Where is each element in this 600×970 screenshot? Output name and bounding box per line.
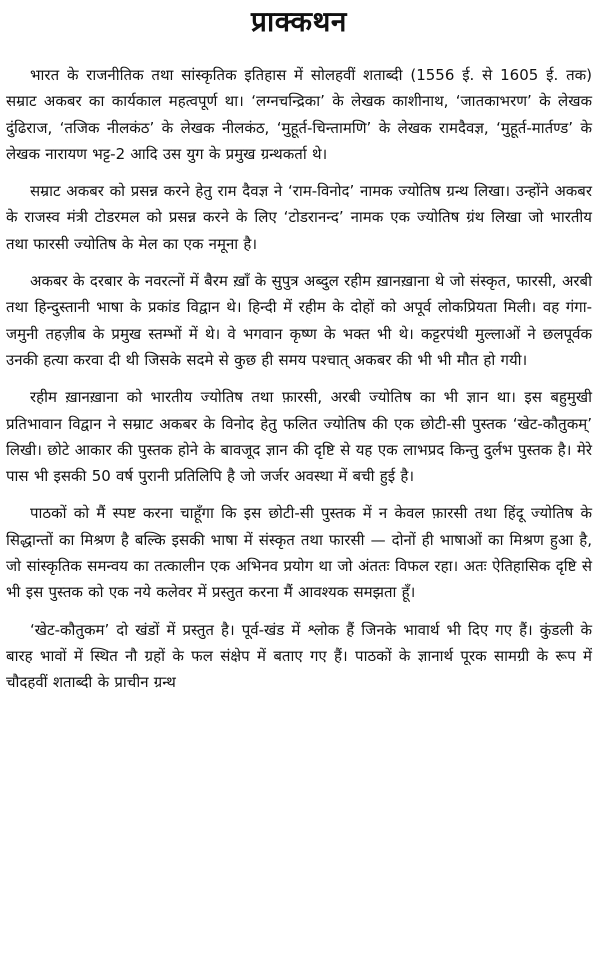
paragraph-2: सम्राट अकबर को प्रसन्न करने हेतु राम दैवज्ञ ने ‘राम-विनोद’ नामक ज्योतिष ग्रन्थ लिखा। उन्होंने अकबर के राजस्व मंत्री टोडरमल को प्रसन्न करने के लिए ‘टोडरानन्द’ नामक एक ज्योतिष ग्रंथ लिखा जो भारतीय तथा फारसी ज्योतिष के मेल का एक नमूना है। [6,182,592,253]
page-title: प्राक्कथन [251,5,347,38]
paragraph-5: पाठकों को मैं स्पष्ट करना चाहूँगा कि इस छोटी-सी पुस्तक में न केवल फ़ारसी तथा हिंदू ज्योतिष के सिद्धान्तों का मिश्रण है बल्कि इसकी भाषा में संस्कृत तथा फारसी — दोनों ही भाषाओं का मिश्रण हुआ है, जो सांस्कृतिक समन्वय का तत्कालीन एक अभिनव प्रयोग था जो अंततः विफल रहा। अतः ऐतिहासिक दृष्टि से भी इस पुस्तक को एक नये कलेवर में प्रस्तुत करना मैं आवश्यक समझता हूँ। [6,504,592,602]
paragraph-4: रहीम ख़ानख़ाना को भारतीय ज्योतिष तथा फ़ारसी, अरबी ज्योतिष का भी ज्ञान था। इस बहुमुखी प्रतिभावान विद्वान ने सम्राट अकबर के विनोद हेतु फलित ज्योतिष की एक छोटी-सी पुस्तक ‘खेट-कौतुकम्’ लिखी। छोटे आकार की पुस्तक होने के बावजूद ज्ञान की दृष्टि से यह एक लाभप्रद किन्तु दुर्लभ पुस्तक है। मेरे पास भी इसकी 50 वर्ष पुरानी प्रतिलिपि है जो जर्जर अवस्था में बची हुई है। [6,388,592,486]
paragraph-3: अकबर के दरबार के नवरत्नों में बैरम ख़ाँ के सुपुत्र अब्दुल रहीम ख़ानख़ाना थे जो संस्कृत, फारसी, अरबी तथा हिन्दुस्तानी भाषा के प्रकांड विद्वान थे। हिन्दी में रहीम के दोहों को अपूर्व लोकप्रियता मिली। वह गंगा-जमुनी तहज़ीब के प्रमुख स्तम्भों में थे। वे भगवान कृष्ण के भक्त भी थे। कट्टरपंथी मुल्लाओं ने छलपूर्वक उनकी हत्या करवा दी थी जिसके सदमे से कुछ ही समय पश्चात् अकबर की भी भी मौत हो गयी। [6,272,592,369]
paragraph-6: ‘खेट-कौतुकम’ दो खंडों में प्रस्तुत है। पूर्व-खंड में श्लोक हैं जिनके भावार्थ भी दिए गए हैं। कुंडली के बारह भावों में स्थित नौ ग्रहों के फल संक्षेप में बताए गए हैं। पाठकों के ज्ञानार्थ पूरक सामग्री के रूप में चौदहवीं शताब्दी के प्राचीन ग्रन्थ [6,620,592,692]
paragraph-1: भारत के राजनीतिक तथा सांस्कृतिक इतिहास में सोलहवीं शताब्दी (1556 ई. से 1605 ई. तक) सम्राट अकबर का कार्यकाल महत्वपूर्ण था। ‘लग्नचन्द्रिका’ के लेखक काशीनाथ, ‘जातकाभरण’ के लेखक दुंढिराज, ‘तजिक नीलकंठ’ के लेखक नीलकंठ, ‘मुहूर्त-चिन्तामणि’ के लेखक रामदैवज्ञ, ‘मुहूर्त-मार्तण्ड’ के लेखक नारायण भट्ट-2 आदि उस युग के प्रमुख ग्रन्थकर्ता थे। [6,66,592,163]
